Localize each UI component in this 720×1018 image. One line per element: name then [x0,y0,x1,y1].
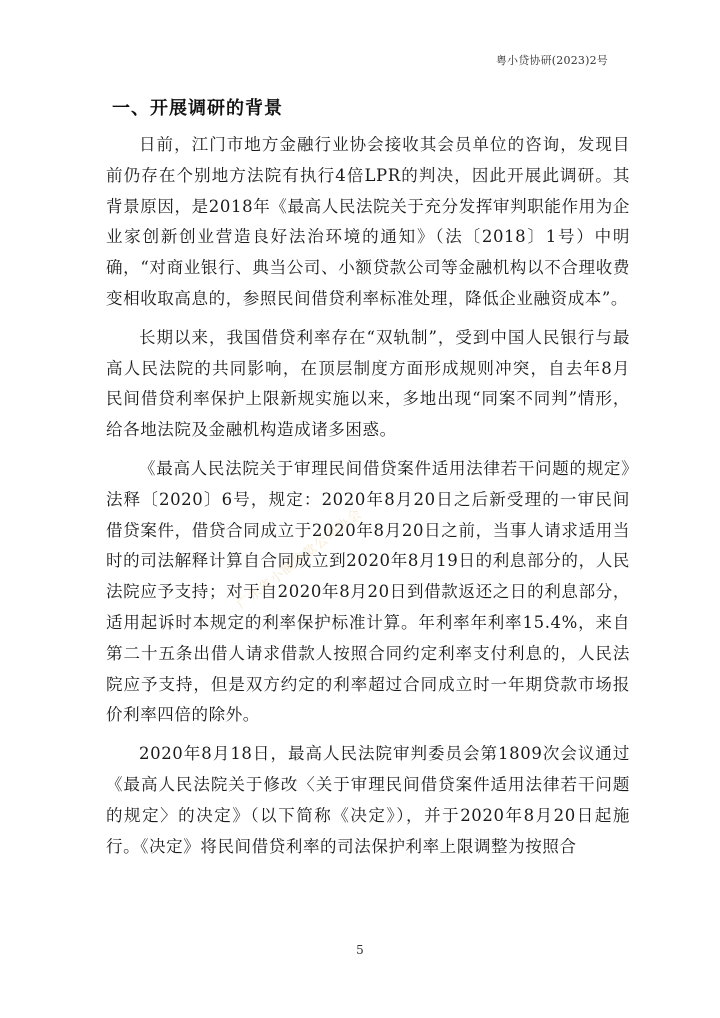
watermark: 广东省小额贷款公司协会 [234,506,366,613]
paragraph-2: 长期以来，我国借贷利率存在“双轨制”，受到中国人民银行与最高人民法院的共同影响，在顶层制度方面形成规则冲突，自去年8月民间借贷利率保护上限新规实施以来，多地出现“同案不同判”情形，给各地法院及金融机构造成诸多困惑。 [106,327,630,440]
section-heading: 一、开展调研的背景 [112,98,283,119]
page-number: 5 [356,943,364,957]
paragraph-4: 2020年8月18日，最高人民法院审判委员会第1809次会议通过《最高人民法院关于修改〈关于审理民间借贷案件适用法律若干问题的规定〉的决定》（以下简称《决定》），并于2020年8月20日起施行。《决定》将民间借贷利率的司法保护利率上限调整为按照合 [106,744,630,856]
paragraph-1: 日前，江门市地方金融行业协会接收其会员单位的咨询，发现目前仍存在个别地方法院有执行4倍LPR的判决，因此开展此调研。其背景原因，是2018年《最高人民法院关于充分发挥审判职能作用为企业家创新创业营造良好法治环境的通知》（法〔2018〕1号）中明确，“对商业银行、典当公司、小额贷款公司等金融机构以不合理收费变相收取高息的，参照民间借贷利率标准处理，降低企业融资成本”。 [106,135,630,308]
document-number: 粤小贷协研(2023)2号 [495,54,608,67]
paragraph-3: 《最高人民法院关于审理民间借贷案件适用法律若干问题的规定》法释〔2020〕6号，规定：2020年8月20日之后新受理的一审民间借贷案件，借贷合同成立于2020年8月20日之前，当事人请求适用当时的司法解释计算自合同成立到2020年8月19日的利息部分的，人民法院应予支持；对于自2020年8月20日到借款返还之日的利息部分，适用起诉时本规定的利率保护标准计算。年利率年利率15.4%，来自第二十五条出借人请求借款人按照合同约定利率支付利息的，人民法院应予支持，但是双方约定的利率超过合同成立时一年期贷款市场报价利率四倍的除外。 [106,458,630,725]
body-text [106,130,630,870]
